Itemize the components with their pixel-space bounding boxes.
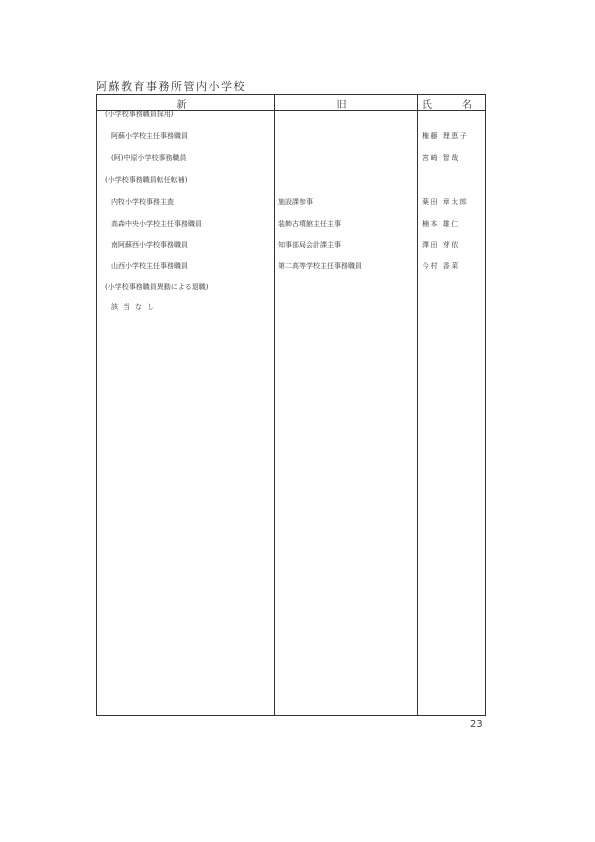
header-new: 新 xyxy=(176,100,195,111)
row-new-position: 内牧小学校事務主査 xyxy=(111,198,174,206)
row-old-position: 装飾古墳館主任主事 xyxy=(278,220,341,228)
row-name: 宮崎 智哉 xyxy=(422,154,460,162)
section-label-retirement: (小学校事務職員異動による退職) xyxy=(105,283,209,291)
header-old: 旧 xyxy=(336,100,355,111)
row-name: 権藤 理恵子 xyxy=(422,132,469,140)
row-name: 薬田 章太郎 xyxy=(422,198,469,206)
page-title: 阿蘇教育事務所管内小学校 xyxy=(96,80,246,93)
section-label-transfer: (小学校事務職員転任転補) xyxy=(105,176,188,184)
row-name: 澤田 芽依 xyxy=(422,241,460,249)
section-label-hiring: (小学校事務職員採用) xyxy=(105,110,174,118)
row-old-position: 施設課参事 xyxy=(278,198,313,206)
personnel-table xyxy=(96,94,486,716)
page-number: 23 xyxy=(470,719,483,730)
column-divider-old-name xyxy=(417,95,418,715)
row-new-position: 南阿蘇西小学校事務職員 xyxy=(111,241,188,249)
column-divider-new-old xyxy=(274,95,275,715)
row-old-position: 知事部局会計課主事 xyxy=(278,241,341,249)
row-new-position: (阿)中原小学校事務職員 xyxy=(111,154,187,162)
row-none-applicable: 該当なし xyxy=(111,303,159,311)
row-old-position: 第二高等学校主任事務職員 xyxy=(278,262,362,270)
row-new-position: 高森中央小学校主任事務職員 xyxy=(111,220,202,228)
row-new-position: 阿蘇小学校主任事務職員 xyxy=(111,132,188,140)
header-name: 氏 名 xyxy=(422,100,482,111)
row-name: 今村 香菜 xyxy=(422,262,460,270)
table-header-row xyxy=(97,95,485,111)
row-new-position: 山西小学校主任事務職員 xyxy=(111,262,188,270)
row-name: 楠本 雄仁 xyxy=(422,220,460,228)
